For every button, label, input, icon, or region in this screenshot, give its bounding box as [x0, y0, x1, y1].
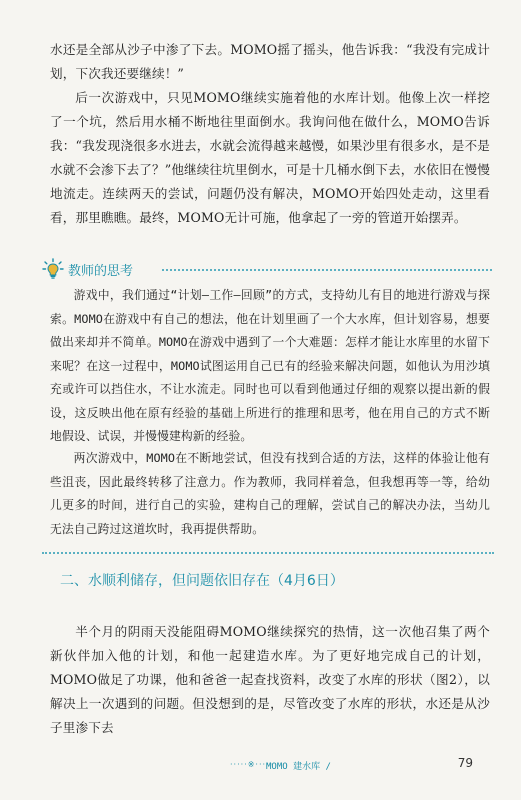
- teacher-reflection-header: [42, 258, 492, 280]
- running-title: MOMO 建水库 /: [266, 762, 331, 772]
- page-number: 79: [457, 756, 473, 770]
- body-paragraph-second-game: 后一次游戏中，只见MOMO继续实施着他的水库计划。他像上次一样挖了一个坑，然后用水桶不断地往里面倒水。我询问他在做什么，MOMO告诉我：“我发现浇很多水进去，水就会流得越来越慢，如果沙里有很多水，是不是水就不会渗下去了？”他继续往坑里倒水，可是十几桶水倒下去，水依旧在慢慢地流走。连续两天的尝试，问题仍没有解决，MOMO开始四处走动，这里看看，那里瞧瞧。最终，MOMO无计可施，他拿起了一旁的管道开始摆弄。: [50, 90, 490, 225]
- section-heading: 二、水顺利储存，但问题依旧存在（4月6日）: [60, 573, 344, 589]
- dotted-rule: [162, 269, 492, 271]
- body-paragraph-continued: 水还是全部从沙子中渗了下去。MOMO摇了摇头，他告诉我：“我没有完成计划，下次我还要继续！”: [50, 42, 490, 81]
- reflection-paragraph-1: 游戏中，我们通过“计划—工作—回顾”的方式，支持幼儿有目的地进行游戏与探索。MOMO在游戏中有自己的想法，他在计划里画了一个大水库，但计划容易，想要做出来却并不简单。MOMO在游戏中遇到了一个大难题：怎样才能让水库里的水留下来呢？在这一过程中，MOMO试图运用自己已有的经验来解决问题，如他认为用沙填充或许可以挡住水，不让水流走。同时也可以看到他通过仔细的观察以提出新的假设，这反映出他在原有经验的基础上所进行的推理和思考，他在用自己的方式不断地假设、试误，并慢慢建构新的经验。: [50, 288, 490, 443]
- lightbulb-icon: [42, 258, 64, 280]
- teacher-reflection-title: 教师的思考: [68, 264, 134, 279]
- footer-ornament: ·····※·····: [230, 760, 274, 769]
- page-footer: [0, 758, 521, 778]
- section-divider: [42, 552, 494, 554]
- body-paragraph-section-two: 半个月的阴雨天没能阻碍MOMO继续探究的热情，这一次他召集了两个新伙伴加入他的计划，和他一起建造水库。为了更好地完成自己的计划，MOMO做足了功课，他和爸爸一起查找资料，改变了水库的形状（图2），以解决上一次遇到的问题。但没想到的是，尽管改变了水库的形状，水还是从沙子里渗下去: [50, 624, 490, 735]
- reflection-paragraph-2: 两次游戏中，MOMO在不断地尝试，但没有找到合适的方法，这样的体验让他有些沮丧，因此最终转移了注意力。作为教师，我同样着急，但我想再等一等，给幼儿更多的时间，进行自己的实验，建构自己的理解，尝试自己的解决办法，当幼儿无法自己跨过这道坎时，我再提供帮助。: [50, 451, 490, 536]
